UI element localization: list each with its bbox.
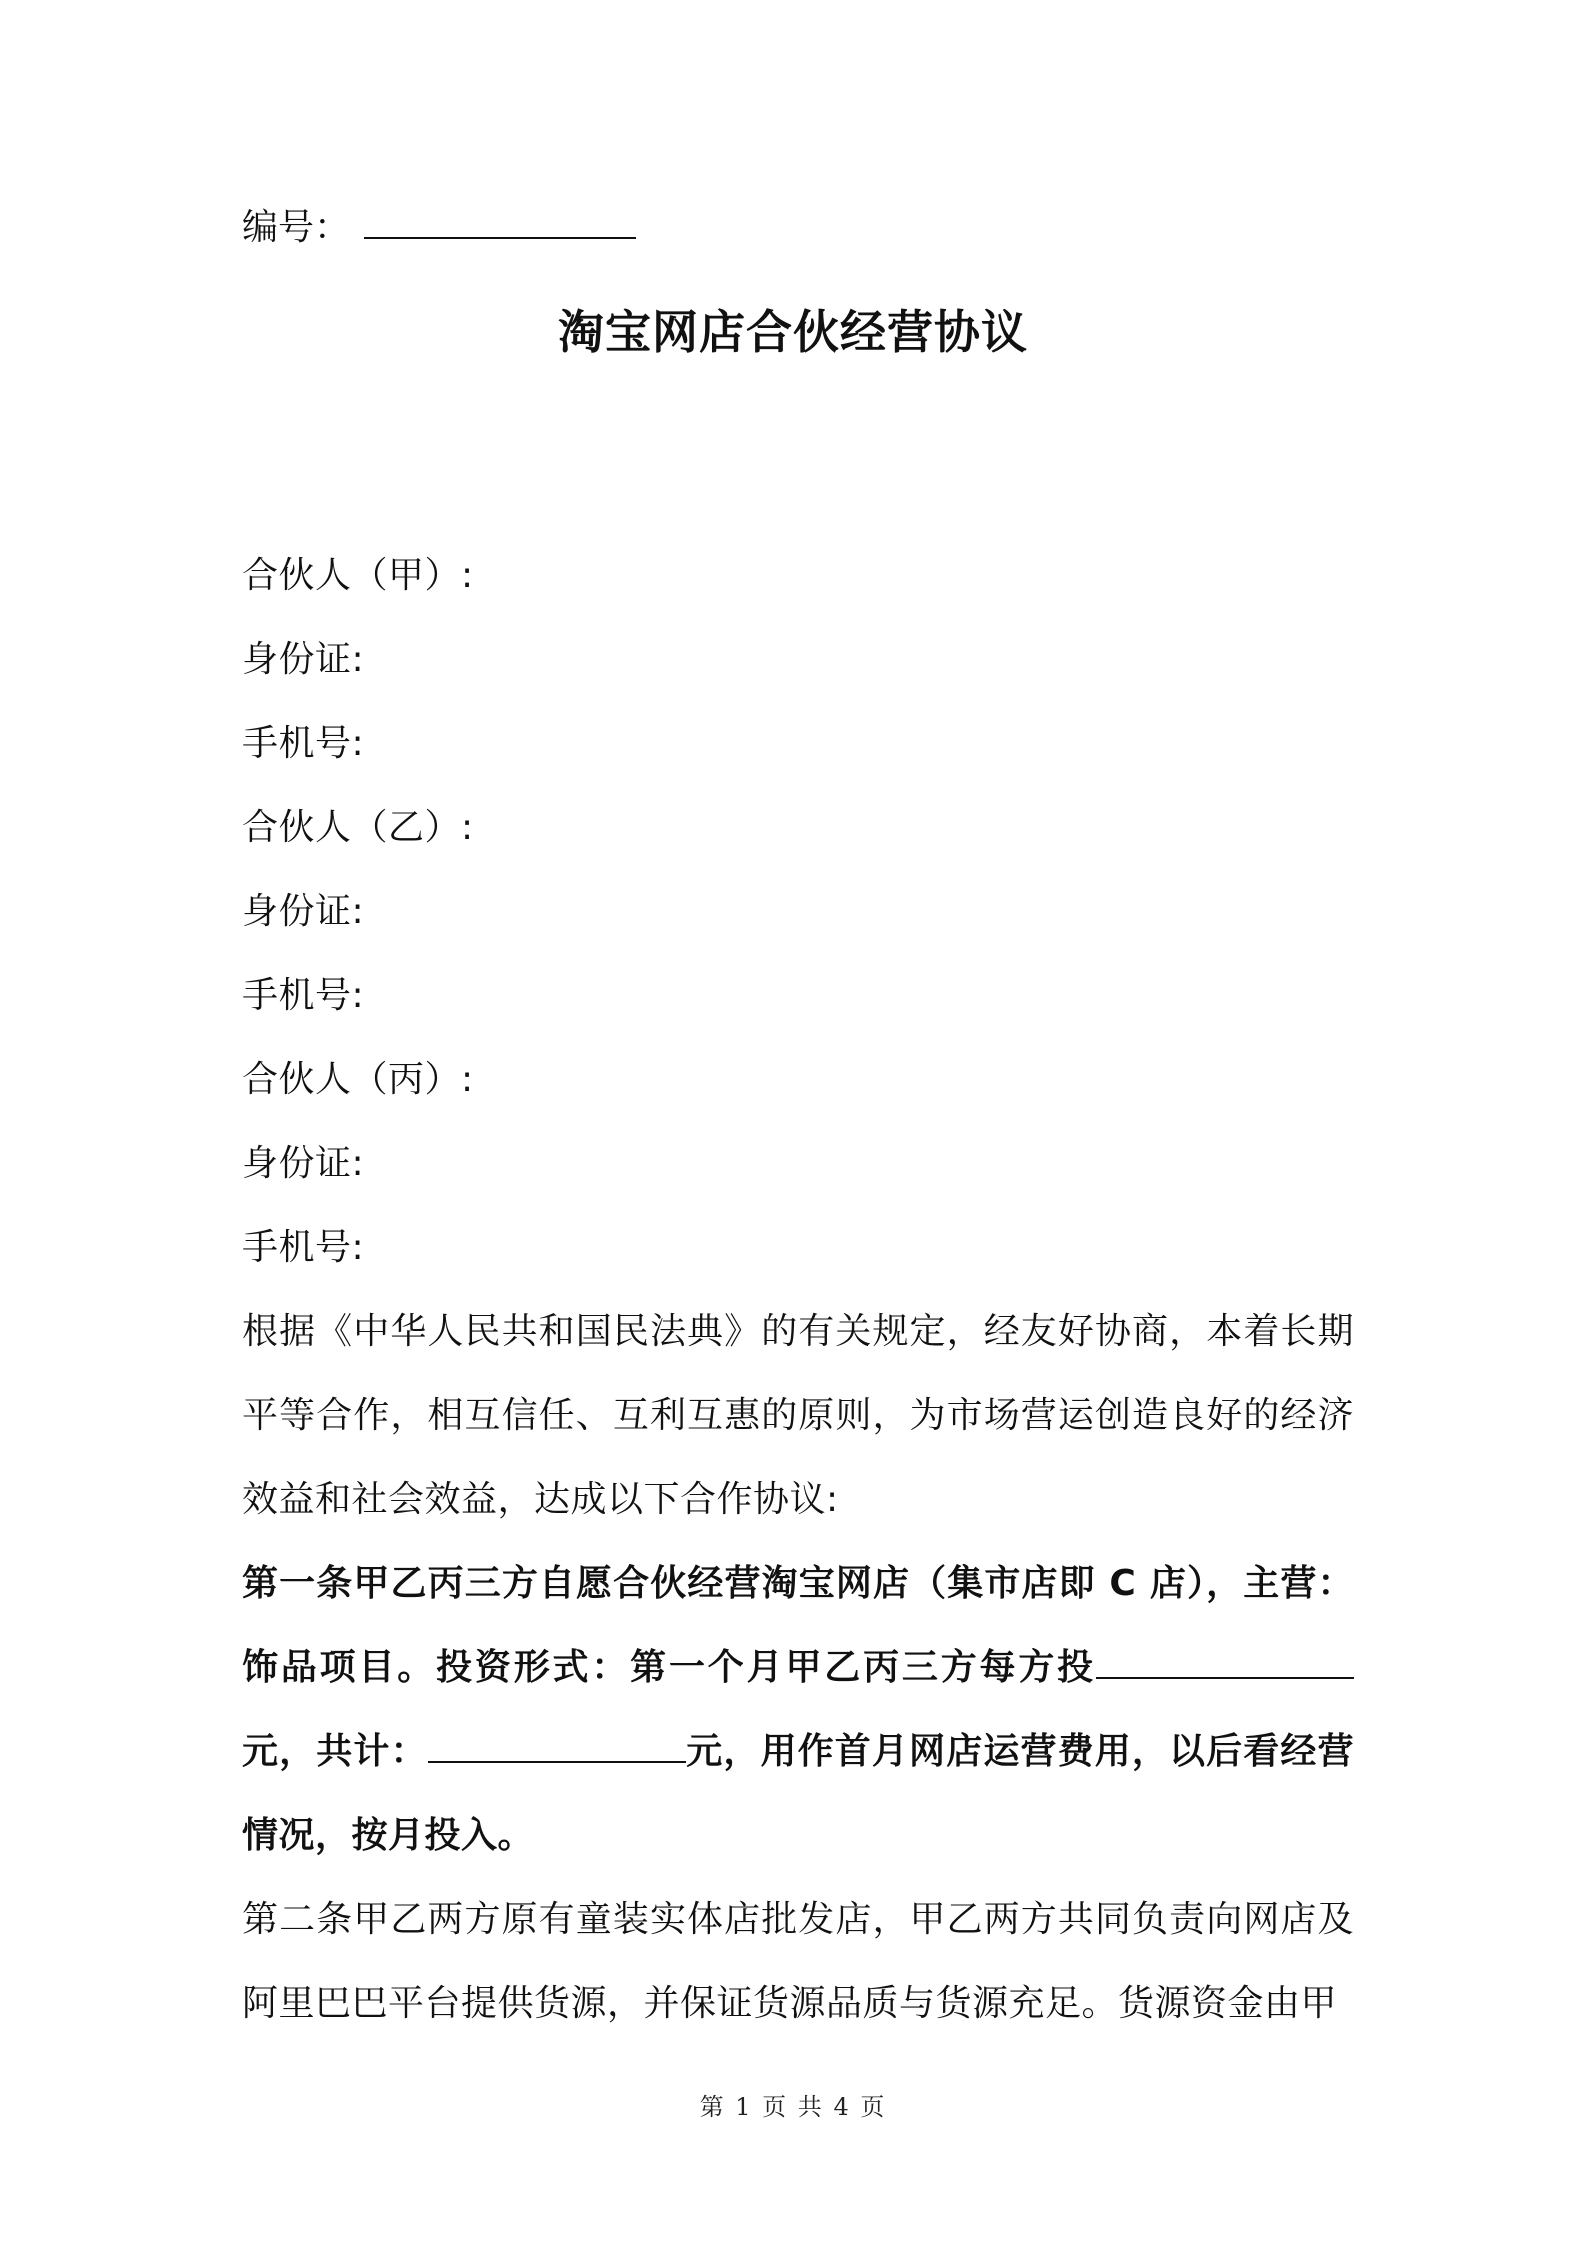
document-body [242,534,1354,2046]
party-b-id-label: 身份证: [242,891,365,932]
party-b-phone-label: 手机号: [242,975,365,1016]
preamble-paragraph: 根据《中华人民共和国民法典》的有关规定，经友好协商，本着长期平等合作，相互信任、互利互惠的原则，为市场营运创造良好的经济效益和社会效益，达成以下合作协议: [242,1311,1354,1520]
article-1-text-part3: 元，用作首月网店运营费用，以后看经营情况，按月投入。 [242,1731,1354,1856]
article-1-text-part1: 第一条甲乙丙三方自愿合伙经营淘宝网店（集市店即 C 店），主营：饰品项目。投资形式：第一个月甲乙丙三方每方投 [242,1563,1354,1688]
document-number-blank [364,203,636,239]
document-title: 淘宝网店合伙经营协议 [558,305,1028,359]
article-1-text-part2: 元，共计： [242,1731,428,1772]
document-number [242,200,636,256]
party-a-phone-label: 手机号: [242,723,365,764]
article-2-paragraph: 第二条甲乙两方原有童装实体店批发店，甲乙两方共同负责向网店及阿里巴巴平台提供货源，并保证货源品质与货源充足。货源资金由甲 [242,1899,1354,2024]
party-a-id-label: 身份证: [242,639,365,680]
party-b-name-label: 合伙人（乙）: [242,807,474,848]
party-a-name-label: 合伙人（甲）: [242,555,474,596]
party-c-phone-label: 手机号: [242,1227,365,1268]
document-number-label: 编号： [242,207,351,248]
page-footer: 第 1 页 共 4 页 [699,2093,887,2121]
article-1-paragraph [242,1542,1354,1878]
party-c-id-label: 身份证: [242,1143,365,1184]
article-1-blank-amount-each [1096,1647,1354,1679]
article-1-blank-amount-total [428,1731,686,1763]
party-c-name-label: 合伙人（丙）: [242,1059,474,1100]
